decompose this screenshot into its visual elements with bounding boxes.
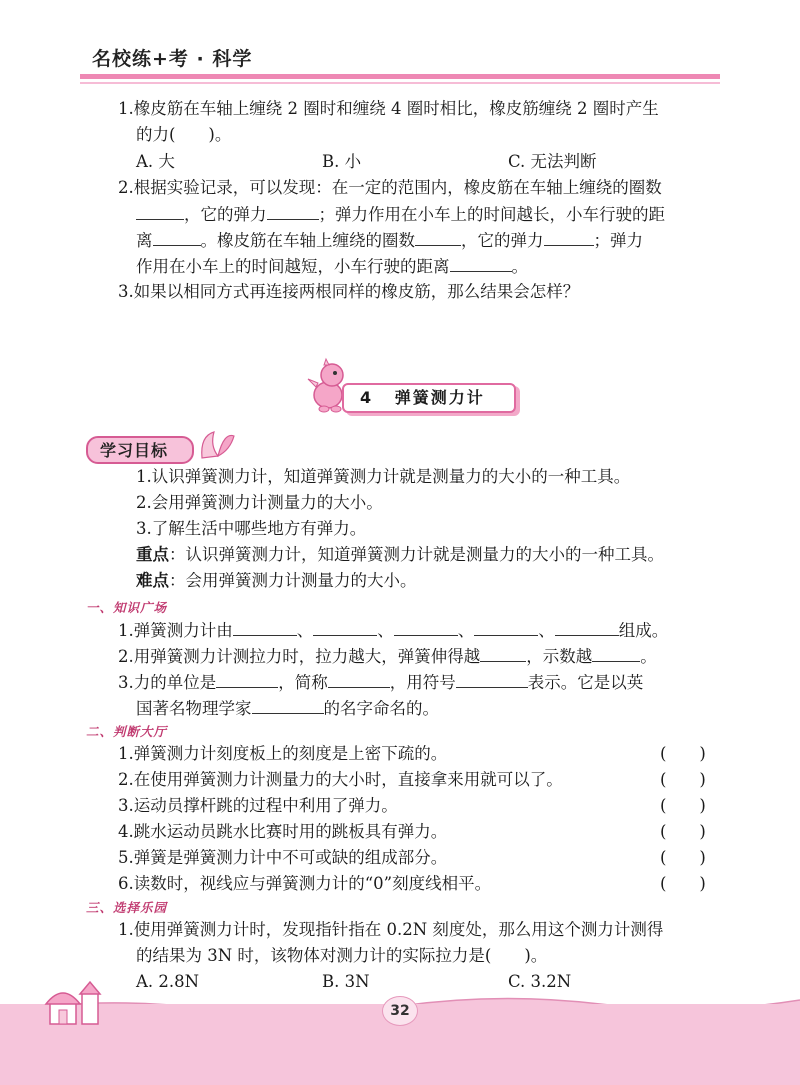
knowledge-question-2 <box>118 643 657 670</box>
judge-answer-2[interactable]: ( ) <box>660 770 706 789</box>
question-2-stem: 2.根据实验记录，可以发现：在一定的范围内，橡皮筋在车轴上缠绕的圈数 <box>118 178 662 197</box>
text-fragment: 。 <box>511 257 528 276</box>
key-point-label: 重点 <box>136 545 169 564</box>
judge-item-5: 5.弹簧是弹簧测力计中不可或缺的组成部分。 <box>118 848 448 867</box>
choice-option-c: C. 3.2N <box>508 972 572 991</box>
answer-blank[interactable] <box>216 669 278 688</box>
goal-tag-label: 学习目标 <box>100 441 169 460</box>
text-fragment: 的名字命名的。 <box>323 699 439 718</box>
judge-item-3: 3.运动员撑杆跳的过程中利用了弹力。 <box>118 796 398 815</box>
answer-blank[interactable] <box>233 617 297 636</box>
answer-blank[interactable] <box>415 227 461 246</box>
page-number: 32 <box>382 996 418 1026</box>
text-fragment: ，它的弹力 <box>184 205 267 224</box>
section-title-text: 弹簧测力计 <box>394 388 485 407</box>
answer-blank[interactable] <box>456 669 528 688</box>
text-fragment: 国著名物理学家 <box>136 699 252 718</box>
answer-blank[interactable] <box>328 669 390 688</box>
judge-item-1: 1.弹簧测力计刻度板上的刻度是上密下疏的。 <box>118 744 448 763</box>
question-2-line-4 <box>136 253 528 280</box>
goal-item-2: 2.会用弹簧测力计测量力的大小。 <box>136 493 383 512</box>
text-fragment: 。橡皮筋在车轴上缠绕的圈数 <box>200 231 415 250</box>
answer-blank[interactable] <box>136 201 184 220</box>
question-3-stem: 3.如果以相同方式再连接两根同样的橡皮筋，那么结果会怎样？ <box>118 282 580 301</box>
text-fragment: 、 <box>538 621 555 640</box>
answer-blank[interactable] <box>555 617 619 636</box>
section-banner <box>320 379 520 411</box>
difficult-point <box>136 568 417 594</box>
text-fragment: ；弹力 <box>593 231 643 250</box>
text-fragment: 表示。它是以英 <box>527 673 644 692</box>
goal-item-3: 3.了解生活中哪些地方有弹力。 <box>136 519 367 538</box>
judge-heading: 二、判断大厅 <box>86 724 168 739</box>
choice-option-a: A. 2.8N <box>136 972 200 991</box>
text-fragment: 作用在小车上的时间越短，小车行驶的距离 <box>136 257 450 276</box>
knowledge-question-3 <box>118 669 643 696</box>
text-fragment: 3.力的单位是 <box>118 673 217 692</box>
text-fragment: 。 <box>640 647 657 666</box>
answer-blank[interactable] <box>450 253 512 272</box>
knowledge-question-3-cont <box>136 695 439 722</box>
question-2-line-3 <box>136 227 643 254</box>
question-1-option-b: B. 小 <box>322 152 362 171</box>
learning-goals-tag <box>86 436 196 462</box>
text-fragment: 、 <box>457 621 475 640</box>
judge-item-2: 2.在使用弹簧测力计测量力的大小时，直接拿来用就可以了。 <box>118 770 563 789</box>
judge-answer-5[interactable]: ( ) <box>660 848 706 867</box>
choice-question-1-cont: 的结果为 3N 时，该物体对测力计的实际拉力是( )。 <box>136 946 548 965</box>
question-2-line-2 <box>136 201 665 228</box>
answer-blank[interactable] <box>252 695 324 714</box>
butterfly-icon <box>196 426 238 462</box>
question-1-stem: 1.橡皮筋在车轴上缠绕 2 圈时和缠绕 4 圈时相比，橡皮筋缠绕 2 圈时产生 <box>118 99 659 118</box>
header-title: 名校练+考 · 科学 <box>92 48 253 70</box>
text-fragment: 2.用弹簧测力计测拉力时，拉力越大，弹簧伸得越 <box>118 647 481 666</box>
text-fragment: 、 <box>296 621 314 640</box>
text-fragment: ，示数越 <box>526 647 593 666</box>
answer-blank[interactable] <box>394 617 458 636</box>
text-fragment: 1.弹簧测力计由 <box>118 621 233 640</box>
answer-blank[interactable] <box>313 617 377 636</box>
question-1-stem-cont: 的力( )。 <box>136 125 232 144</box>
text-fragment: ，简称 <box>278 673 328 692</box>
text-fragment: 离 <box>136 231 153 250</box>
header-divider <box>80 74 720 79</box>
knowledge-question-1 <box>118 617 668 644</box>
judge-answer-3[interactable]: ( ) <box>660 796 706 815</box>
section-number: 4 <box>360 388 374 407</box>
judge-item-6: 6.读数时，视线应与弹簧测力计的“0”刻度线相平。 <box>118 874 492 893</box>
key-point-text: ：认识弹簧测力计，知道弹簧测力计就是测量力的大小的一种工具。 <box>169 545 664 564</box>
text-fragment: ，用符号 <box>389 673 456 692</box>
judge-answer-6[interactable]: ( ) <box>660 874 706 893</box>
text-fragment: ；弹力作用在小车上的时间越长，小车行驶的距 <box>318 205 665 224</box>
key-point <box>136 542 664 568</box>
text-fragment: ，它的弹力 <box>461 231 544 250</box>
choice-option-b: B. 3N <box>322 972 370 991</box>
judge-answer-4[interactable]: ( ) <box>660 822 706 841</box>
answer-blank[interactable] <box>474 617 538 636</box>
question-1-option-a: A. 大 <box>136 152 175 171</box>
choice-question-1: 1.使用弹簧测力计时，发现指针指在 0.2N 刻度处，那么用这个测力计测得 <box>118 920 664 939</box>
judge-answer-1[interactable]: ( ) <box>660 744 706 763</box>
question-1-option-c: C. 无法判断 <box>508 152 597 171</box>
header-divider-thin <box>80 82 720 84</box>
goal-item-1: 1.认识弹簧测力计，知道弹簧测力计就是测量力的大小的一种工具。 <box>136 467 631 486</box>
answer-blank[interactable] <box>267 201 319 220</box>
difficult-point-text: ：会用弹簧测力计测量力的大小。 <box>169 571 417 590</box>
house-icon <box>42 978 112 1028</box>
answer-blank[interactable] <box>153 227 201 246</box>
section-title <box>360 385 485 408</box>
answer-blank[interactable] <box>544 227 594 246</box>
answer-blank[interactable] <box>592 643 640 662</box>
text-fragment: 、 <box>377 621 394 640</box>
difficult-point-label: 难点 <box>136 571 169 590</box>
choice-heading: 三、选择乐园 <box>86 900 168 915</box>
judge-item-4: 4.跳水运动员跳水比赛时用的跳板具有弹力。 <box>118 822 448 841</box>
text-fragment: 组成。 <box>618 621 669 640</box>
answer-blank[interactable] <box>480 643 526 662</box>
knowledge-heading: 一、知识广场 <box>86 600 168 615</box>
